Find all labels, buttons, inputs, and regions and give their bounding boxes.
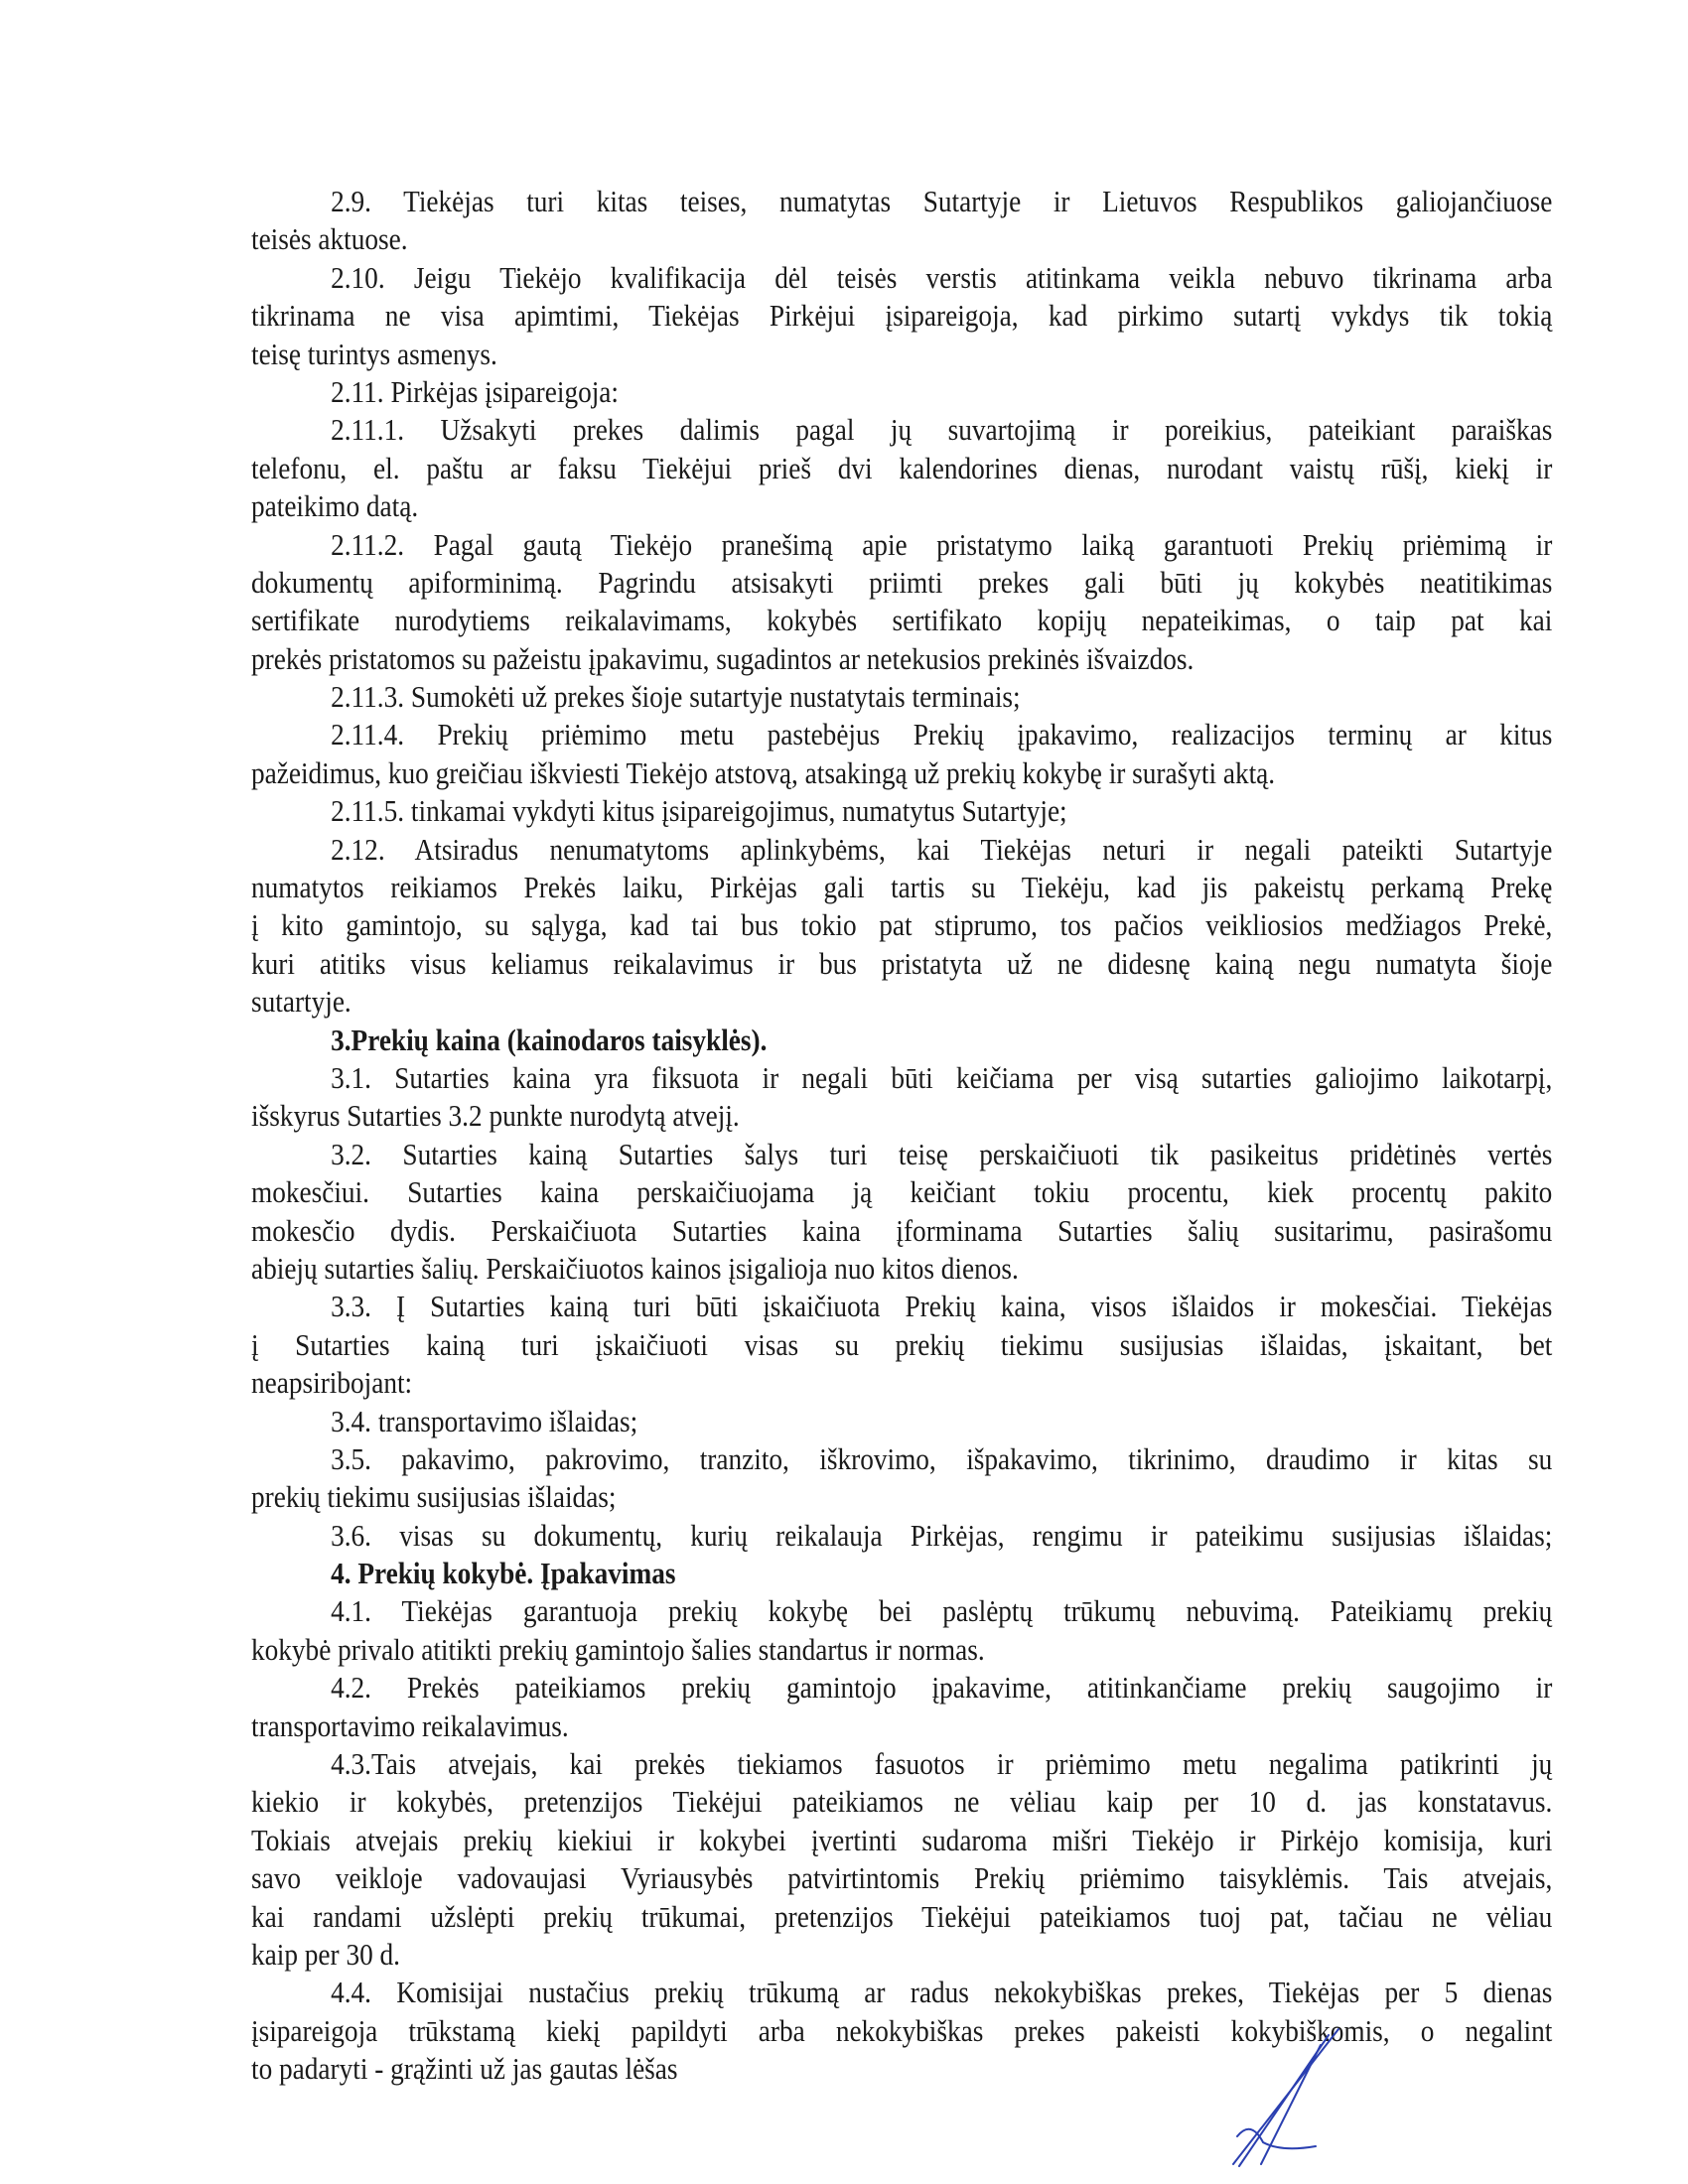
line-text: 2.11.2. Pagal gautą Tiekėjo pranešimą apie pristatymo laiką garantuoti Prekių priėmimą ir bbox=[331, 526, 1553, 562]
paragraph-line bbox=[251, 336, 1552, 373]
paragraph-line bbox=[251, 1403, 1552, 1440]
paragraph-line bbox=[251, 411, 1552, 449]
section-heading bbox=[251, 1555, 1552, 1592]
line-text: tikrinama ne visa apimtimi, Tiekėjas Pirkėjui įsipareigoja, kad pirkimo sutartį vykdys tik tokią bbox=[251, 298, 1553, 334]
paragraph-line bbox=[251, 450, 1552, 487]
paragraph-line bbox=[251, 1898, 1552, 1936]
line-text: kaip per 30 d. bbox=[251, 1936, 401, 1972]
line-text: telefonu, el. paštu ar faksu Tiekėjui prieš dvi kalendorines dienas, nurodant vaistų rūšį, kiekį ir bbox=[251, 450, 1553, 485]
line-text: abiejų sutarties šalių. Perskaičiuotos kainos įsigalioja nuo kitos dienos. bbox=[251, 1250, 1019, 1286]
line-text: į kito gamintojo, su sąlyga, kad tai bus tokio pat stiprumo, tos pačios veikliosios medžiagos Prekė, bbox=[251, 907, 1553, 943]
line-text: pažeidimus, kuo greičiau iškviesti Tiekėjo atstovą, atsakingą už prekių kokybę ir surašyti aktą. bbox=[251, 754, 1276, 790]
line-text: neapsiribojant: bbox=[251, 1365, 413, 1401]
paragraph-line bbox=[251, 1097, 1552, 1135]
paragraph-line bbox=[251, 1631, 1552, 1669]
paragraph-line bbox=[251, 564, 1552, 602]
paragraph-line bbox=[251, 869, 1552, 906]
paragraph-line bbox=[251, 945, 1552, 983]
line-text: mokesčiui. Sutarties kaina perskaičiuojama ją keičiant tokiu procentu, kiek procentų pakito bbox=[251, 1174, 1553, 1210]
line-text: 4.1. Tiekėjas garantuoja prekių kokybę bei paslėptų trūkumų nebuvimą. Pateikiamų prekių bbox=[331, 1593, 1553, 1629]
line-text: Tokiais atvejais prekių kiekiui ir kokybei įvertinti sudaroma mišri Tiekėjo ir Pirkėjo komisija, kuri bbox=[251, 1822, 1553, 1857]
paragraph-line bbox=[251, 831, 1552, 869]
line-text: transportavimo reikalavimus. bbox=[251, 1707, 569, 1743]
line-text: kiekio ir kokybės, pretenzijos Tiekėjui pateikiamos ne vėliau kaip per 10 d. jas konstatavus. bbox=[251, 1784, 1553, 1820]
line-text: 4.4. Komisijai nustačius prekių trūkumą ar radus nekokybiškas prekes, Tiekėjas per 5 dienas bbox=[331, 1975, 1553, 2010]
paragraph-line bbox=[251, 373, 1552, 411]
paragraph-line bbox=[251, 1212, 1552, 1250]
line-text: sertifikate nurodytiems reikalavimams, kokybės sertifikato kopijų nepateikimas, o taip pat kai bbox=[251, 603, 1553, 638]
paragraph-line bbox=[251, 1288, 1552, 1325]
line-text: 2.12. Atsiradus nenumatytoms aplinkybėms, kai Tiekėjas neturi ir negali pateikti Sutartyje bbox=[331, 831, 1553, 867]
paragraph-line bbox=[251, 983, 1552, 1021]
paragraph-line bbox=[251, 1250, 1552, 1288]
paragraph-line bbox=[251, 1592, 1552, 1630]
line-text: 2.10. Jeigu Tiekėjo kvalifikacija dėl teisės verstis atitinkama veikla nebuvo tikrinama arba bbox=[331, 259, 1553, 295]
line-text: numatytos reikiamos Prekės laiku, Pirkėjas gali tartis su Tiekėju, kad jis pakeistų perkamą Prekę bbox=[251, 870, 1553, 905]
line-text: 4.3.Tais atvejais, kai prekės tiekiamos fasuotos ir priėmimo metu negalima patikrinti jų bbox=[331, 1746, 1553, 1782]
section-heading bbox=[251, 1022, 1552, 1059]
line-text: 2.11.5. tinkamai vykdyti kitus įsipareigojimus, numatytus Sutartyje; bbox=[331, 793, 1067, 829]
line-text: 2.11.4. Prekių priėmimo metu pastebėjus Prekių įpakavimo, realizacijos terminų ar kitus bbox=[331, 717, 1553, 752]
line-text: 3.6. visas su dokumentų, kurių reikalauja Pirkėjas, rengimu ir pateikimu susijusias išlaidas; bbox=[331, 1517, 1553, 1553]
paragraph-line bbox=[251, 1745, 1552, 1783]
paragraph-line bbox=[251, 220, 1552, 258]
line-text: 3.2. Sutarties kainą Sutarties šalys turi teisę perskaičiuoti tik pasikeitus pridėtinės vertės bbox=[331, 1136, 1553, 1171]
line-text: 3.Prekių kaina (kainodaros taisyklės). bbox=[331, 1022, 768, 1057]
paragraph-line bbox=[251, 1859, 1552, 1897]
paragraph-line bbox=[251, 1517, 1552, 1555]
line-text: 2.11. Pirkėjas įsipareigoja: bbox=[331, 373, 619, 409]
line-text: 4. Prekių kokybė. Įpakavimas bbox=[331, 1556, 676, 1591]
paragraph-line bbox=[251, 1364, 1552, 1402]
line-text: į Sutarties kainą turi įskaičiuoti visas su prekių tiekimu susijusias išlaidas, įskaitant, bet bbox=[251, 1326, 1553, 1362]
line-text: kai randami užslėpti prekių trūkumai, pretenzijos Tiekėjui pateikiamos tuoj pat, tačiau ne vėliau bbox=[251, 1898, 1553, 1934]
contract-page-body bbox=[251, 183, 1552, 2089]
line-text: kuri atitiks visus keliamus reikalavimus ir bus pristatyta už ne didesnę kainą negu numatyta šioje bbox=[251, 945, 1553, 981]
line-text: teisę turintys asmenys. bbox=[251, 336, 497, 371]
line-text: įsipareigoja trūkstamą kiekį papildyti arba nekokybiškas prekes pakeisti kokybiškomis, o negalint bbox=[251, 2012, 1553, 2048]
paragraph-line bbox=[251, 1059, 1552, 1097]
paragraph-line bbox=[251, 1173, 1552, 1211]
paragraph-line bbox=[251, 297, 1552, 335]
paragraph-line bbox=[251, 1936, 1552, 1974]
line-text: 4.2. Prekės pateikiamos prekių gamintojo įpakavime, atitinkančiame prekių saugojimo ir bbox=[331, 1670, 1553, 1706]
paragraph-line bbox=[251, 792, 1552, 830]
paragraph-line bbox=[251, 1326, 1552, 1364]
line-text: 3.5. pakavimo, pakrovimo, tranzito, iškrovimo, išpakavimo, tikrinimo, draudimo ir kitas su bbox=[331, 1440, 1553, 1476]
line-text: 2.9. Tiekėjas turi kitas teises, numatytas Sutartyje ir Lietuvos Respublikos galiojančiuose bbox=[331, 184, 1553, 218]
line-text: kokybė privalo atitikti prekių gamintojo šalies standartus ir normas. bbox=[251, 1631, 985, 1667]
line-text: prekių tiekimu susijusias išlaidas; bbox=[251, 1479, 617, 1515]
line-text: 2.11.3. Sumokėti už prekes šioje sutartyje nustatytais terminais; bbox=[331, 679, 1021, 715]
line-text: sutartyje. bbox=[251, 984, 352, 1020]
paragraph-line bbox=[251, 906, 1552, 944]
paragraph-line bbox=[251, 1478, 1552, 1516]
paragraph-line bbox=[251, 1440, 1552, 1478]
line-text: 2.11.1. Užsakyti prekes dalimis pagal jų suvartojimą ir poreikius, pateikiant paraiškas bbox=[331, 412, 1553, 448]
line-text: to padaryti - grąžinti už jas gautas lėšas bbox=[251, 2051, 678, 2087]
paragraph-line bbox=[251, 1669, 1552, 1706]
paragraph-line bbox=[251, 1136, 1552, 1173]
line-text: prekės pristatomos su pažeistu įpakavimu, sugadintos ar netekusios prekinės išvaizdos. bbox=[251, 640, 1195, 676]
line-text: savo veikloje vadovaujasi Vyriausybės patvirtintomis Prekių priėmimo taisyklėmis. Tais atvejais, bbox=[251, 1860, 1553, 1896]
paragraph-line bbox=[251, 640, 1552, 678]
paragraph-line bbox=[251, 754, 1552, 792]
line-text: išskyrus Sutarties 3.2 punkte nurodytą atvejį. bbox=[251, 1098, 740, 1134]
paragraph-line bbox=[251, 1707, 1552, 1745]
paragraph-line bbox=[251, 526, 1552, 564]
paragraph-line bbox=[251, 1783, 1552, 1821]
paragraph-line bbox=[251, 602, 1552, 639]
paragraph-line bbox=[251, 716, 1552, 753]
paragraph-line bbox=[251, 487, 1552, 525]
line-text: 3.3. Į Sutarties kainą turi būti įskaičiuota Prekių kaina, visos išlaidos ir mokesčiai. Tiekėjas bbox=[331, 1289, 1553, 1324]
paragraph-line bbox=[251, 1822, 1552, 1859]
line-text: mokesčio dydis. Perskaičiuota Sutarties kaina įforminama Sutarties šalių susitarimu, pasirašomu bbox=[251, 1212, 1553, 1248]
line-text: teisės aktuose. bbox=[251, 221, 408, 257]
paragraph-line bbox=[251, 183, 1552, 220]
line-text: 3.4. transportavimo išlaidas; bbox=[331, 1403, 638, 1438]
line-text: 3.1. Sutarties kaina yra fiksuota ir negali būti keičiama per visą sutarties galiojimo laikotarpį, bbox=[331, 1059, 1553, 1095]
line-text: dokumentų apiforminimą. Pagrindu atsisakyti priimti prekes gali būti jų kokybės neatitikimas bbox=[251, 564, 1553, 600]
handwritten-signature bbox=[1221, 2025, 1360, 2169]
paragraph-line bbox=[251, 259, 1552, 297]
paragraph-line bbox=[251, 678, 1552, 716]
line-text: pateikimo datą. bbox=[251, 488, 419, 524]
paragraph-line bbox=[251, 1974, 1552, 2011]
